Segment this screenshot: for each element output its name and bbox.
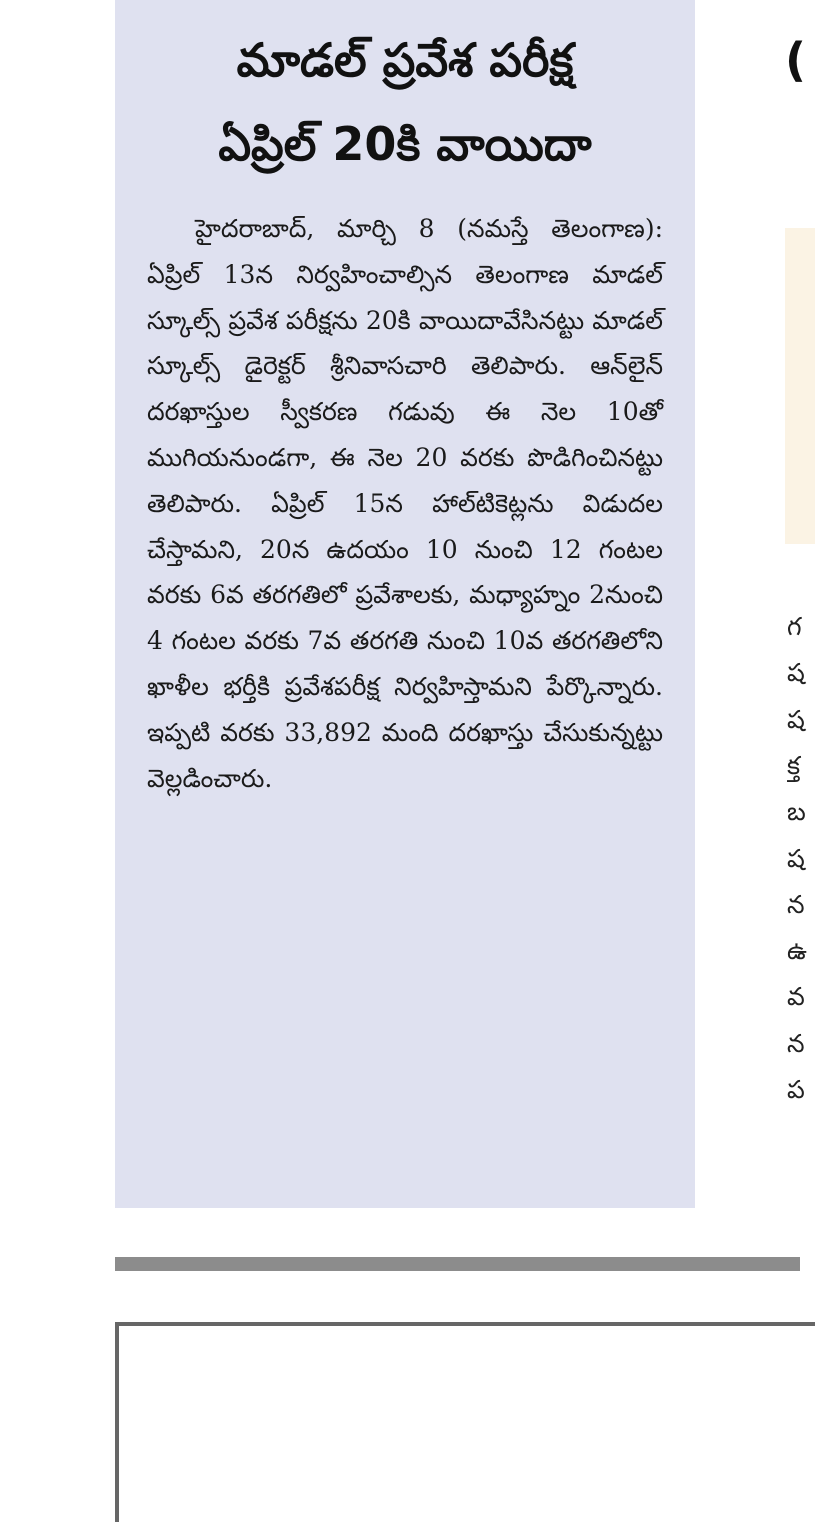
neighbor-line-fragment: గ (787, 612, 802, 641)
article-body: హైదరాబాద్, మార్చి 8 (నమస్తే తెలంగాణ): ఏప్రిల్ 13న నిర్వహించాల్సిన తెలంగాణ మాడల్ స్కూల్స్ ప్రవేశ పరీక్షను 20కి వాయిదావేసినట్టు మాడల్ స్కూల్స్ డైరెక్టర్ శ్రీనివాసచారి తెలిపారు. ఆన్‌లైన్ దరఖాస్తుల స్వీకరణ గడువు ఈ నెల 10తో ముగియనుండగా, ఈ నెల 20 వరకు పొడిగించినట్టు తెలిపారు. ఏప్రిల్ 15న హాల్‌టికెట్లను విడుదల చేస్తామని, 20న ఉదయం 10 నుంచి 12 గంటల వరకు 6వ తరగతిలో ప్రవేశాలకు, మధ్యాహ్నం 2నుంచి 4 గంటల వరకు 7వ తరగతి నుంచి 10వ తరగతిలోని ఖాళీల భర్తీకి ప్రవేశపరీక్ష నిర్వహిస్తామని పేర్కొన్నారు. ఇప్పటి వరకు 33,892 మంది దరఖాస్తు చేసుకున్నట్టు వెల్లడించారు. (147, 214, 663, 793)
neighbor-highlight-box (785, 228, 815, 544)
neighbor-line-fragment: ష (787, 658, 805, 688)
article-headline (147, 18, 663, 186)
neighbor-headline-fragment: ( (785, 33, 807, 87)
neighbor-line-fragment: వ (787, 982, 805, 1012)
neighbor-line-fragment: ఉ (787, 936, 807, 966)
neighbor-line-fragment: ష (787, 843, 805, 873)
section-divider (115, 1257, 800, 1271)
neighbor-line-fragment: న (787, 889, 805, 919)
neighbor-line-fragment: బ (787, 797, 806, 827)
neighbor-line-fragment: ప (787, 1075, 805, 1104)
headline-line-2: ఏప్రిల్ 20కి వాయిదా (218, 117, 592, 171)
headline-line-1: మాడల్ ప్రవేశ పరీక్ష (236, 33, 574, 87)
news-article (115, 0, 695, 1208)
next-article-frame (115, 1322, 815, 1522)
neighbor-line-fragment: ష (787, 704, 805, 734)
neighbor-line-fragment: క్త (787, 750, 801, 780)
neighbor-line-fragment: న (787, 1028, 805, 1058)
neighbor-article-edge (695, 0, 807, 1240)
